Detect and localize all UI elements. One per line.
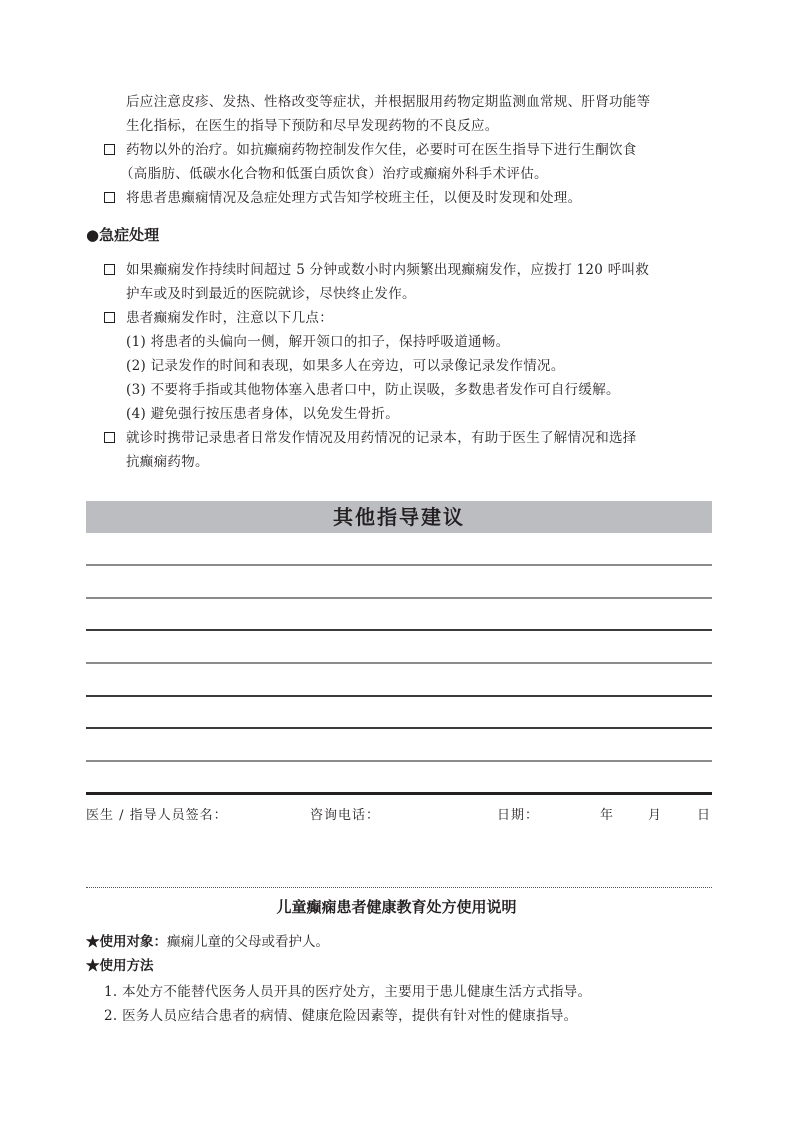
date-label: 日期： [497,808,540,823]
writing-line[interactable] [86,564,712,566]
sub-item: (4) 避免强行按压患者身体，以免发生骨折。 [126,406,400,422]
usage-target-label: ★使用对象： [86,934,167,950]
text-line: 抗癫痫药物。 [126,454,209,470]
checkbox[interactable] [104,264,115,275]
writing-line[interactable] [86,662,712,664]
usage-method-label: ★使用方法 [86,958,154,974]
writing-line[interactable] [86,695,712,697]
section-heading-emergency: ●急症处理 [86,226,160,244]
phone-label: 咨询电话： [310,808,381,823]
text-line: 将患者患癫痫情况及急症处理方式告知学校班主任，以便及时发现和处理。 [126,190,582,206]
checkbox[interactable] [104,312,115,323]
day-label: 日 [697,808,712,823]
instructions-title: 儿童癫痫患者健康教育处方使用说明 [276,898,517,916]
checkbox[interactable] [104,144,115,155]
text-line: 生化指标，在医生的指导下预防和尽早发现药物的不良反应。 [126,118,499,134]
sub-item: (3) 不要将手指或其他物体塞入患者口中，防止误吸，多数患者发作可自行缓解。 [126,382,620,398]
text-line: 护车或及时到最近的医院就诊，尽快终止发作。 [126,286,416,302]
sub-item: (1) 将患者的头偏向一侧，解开领口的扣子，保持呼吸道通畅。 [126,334,510,350]
usage-target-value: 癫痫儿童的父母或看护人。 [167,934,329,950]
method-item: 1. 本处方不能替代医务人员开具的医疗处方，主要用于患儿健康生活方式指导。 [104,984,592,1000]
checkbox[interactable] [104,192,115,203]
usage-method-heading [86,957,154,975]
text-line: 患者癫痫发作时，注意以下几点： [126,310,333,326]
writing-line[interactable] [86,760,712,762]
text-line: 如果癫痫发作持续时间超过 5 分钟或数小时内频繁出现癫痫发作，应拨打 120 呼叫救 [126,262,650,278]
text-line: 后应注意皮疹、发热、性格改变等症状，并根据服用药物定期监测血常规、肝肾功能等 [126,94,651,110]
usage-target [86,933,329,951]
dotted-divider [86,887,712,888]
text-line: （高脂肪、低碳水化合物和低蛋白质饮食）治疗或癫痫外科手术评估。 [120,166,548,182]
text-line: 药物以外的治疗。如抗癫痫药物控制发作欠佳，必要时可在医生指导下进行生酮饮食 [126,142,637,158]
month-label: 月 [648,808,663,823]
signature-divider [86,792,712,795]
doctor-signature-label: 医生 / 指导人员签名： [86,808,228,823]
method-item: 2. 医务人员应结合患者的病情、健康危险因素等，提供有针对性的健康指导。 [104,1008,578,1024]
writing-line[interactable] [86,629,712,631]
sub-item: (2) 记录发作的时间和表现，如果多人在旁边，可以录像记录发作情况。 [126,358,565,374]
other-advice-banner: 其他指导建议 [86,501,712,533]
year-label: 年 [600,808,615,823]
writing-line[interactable] [86,727,712,729]
text-line: 就诊时携带记录患者日常发作情况及用药情况的记录本，有助于医生了解情况和选择 [126,430,637,446]
writing-line[interactable] [86,597,712,599]
checkbox[interactable] [104,432,115,443]
